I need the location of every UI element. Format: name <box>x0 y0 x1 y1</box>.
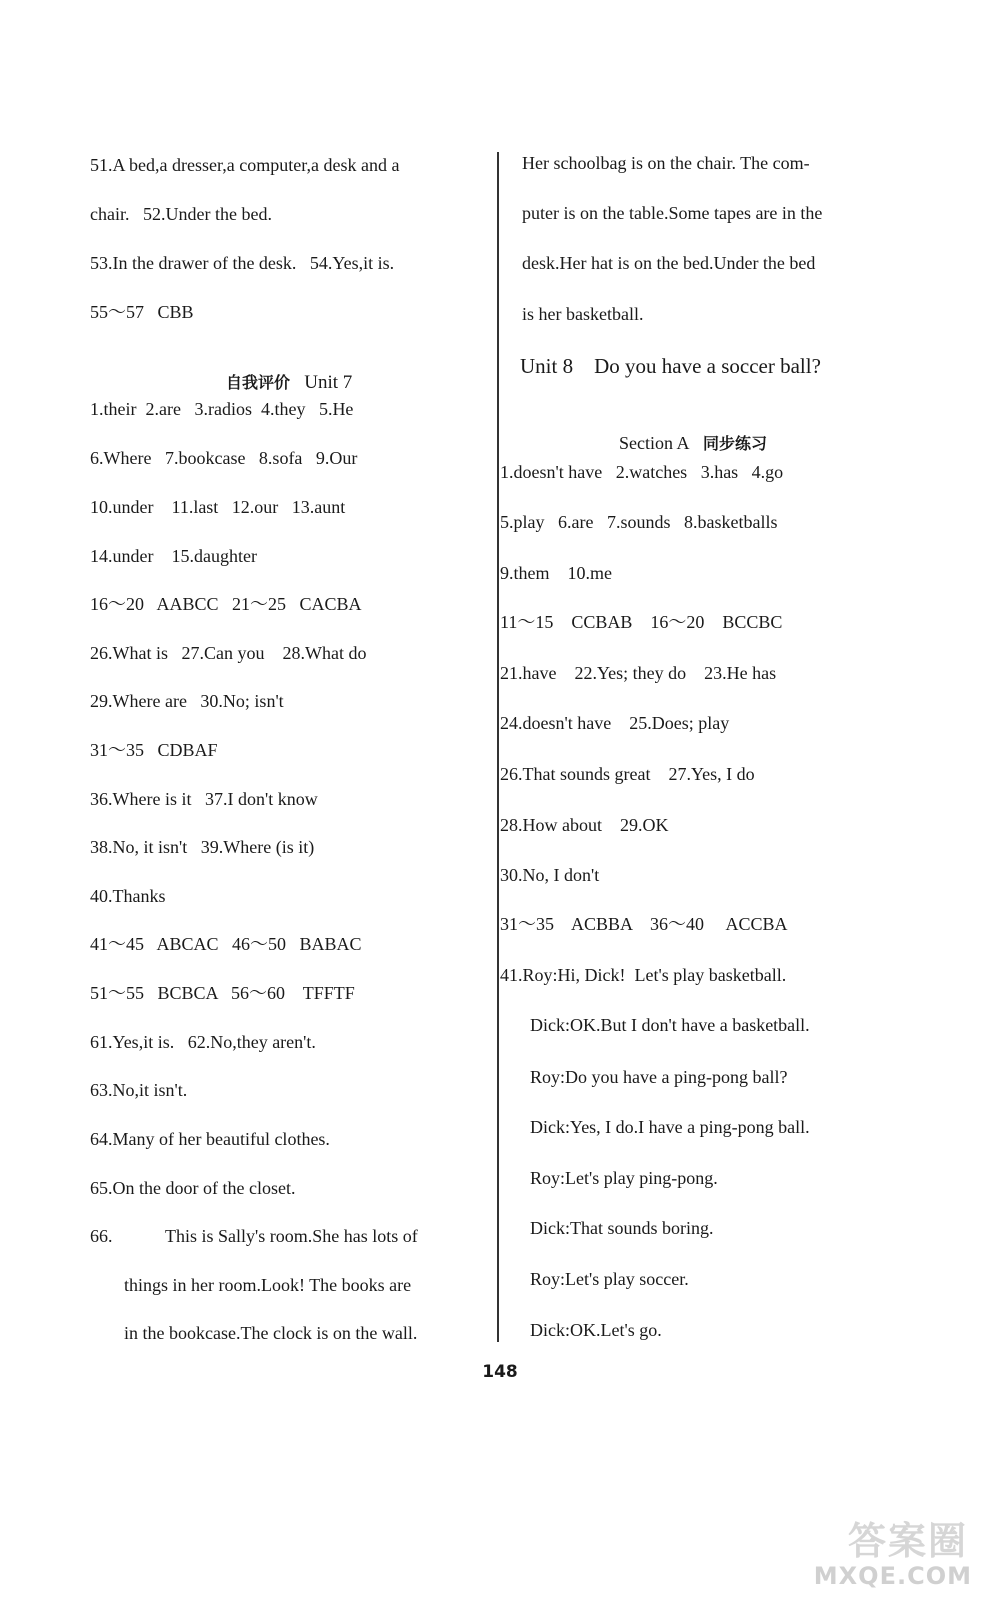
passage-line: Her schoolbag is on the chair. The com- <box>522 153 810 173</box>
answer-line: 21.have 22.Yes; they do 23.He has <box>500 663 777 683</box>
answer-line: 26.That sounds great 27.Yes, I do <box>500 764 755 784</box>
passage-line: desk.Her hat is on the bed.Under the bed <box>522 253 816 273</box>
answer-line: 41～45 ABCAC 46～50 BABAC <box>90 934 362 954</box>
answer-line: chair. 52.Under the bed. <box>90 204 272 224</box>
passage-line: is her basketball. <box>522 304 644 324</box>
watermark <box>782 1510 972 1590</box>
answer-line: 14.under 15.daughter <box>90 546 257 566</box>
answer-line: 64.Many of her beautiful clothes. <box>90 1129 330 1149</box>
answer-line: 6.Where 7.bookcase 8.sofa 9.Our <box>90 448 358 468</box>
answer-line: 26.What is 27.Can you 28.What do <box>90 643 367 663</box>
dialogue-line: Dick:That sounds boring. <box>530 1218 714 1238</box>
unit7-label: Unit 7 <box>304 372 353 393</box>
answer-line: 40.Thanks <box>90 886 166 906</box>
dialogue-line: Roy:Let's play ping-pong. <box>530 1168 718 1188</box>
dialogue-line: Roy:Let's play soccer. <box>530 1269 689 1289</box>
section-label: Section A <box>619 433 690 453</box>
answer-line: 51.A bed,a dresser,a computer,a desk and a <box>90 155 400 175</box>
watermark-logo: 答案圈 <box>847 1519 968 1563</box>
answer-line: 29.Where are 30.No; isn't <box>90 691 284 711</box>
answer-line: 51～55 BCBCA 56～60 TFFTF <box>90 983 355 1003</box>
column-divider <box>497 152 499 1342</box>
dialogue-line: Roy:Do you have a ping-pong ball? <box>530 1067 788 1087</box>
answer-line: 9.them 10.me <box>500 563 612 583</box>
passage-line: puter is on the table.Some tapes are in the <box>522 203 823 223</box>
page-number: 148 <box>482 1362 518 1382</box>
unit8-title: Unit 8 Do you have a soccer ball? <box>520 354 821 378</box>
answer-line: 30.No, I don't <box>500 865 600 885</box>
dialogue-line: Dick:OK.But I don't have a basketball. <box>530 1015 810 1035</box>
practice-label: 同步练习 <box>703 434 768 453</box>
answer-line: 38.No, it isn't 39.Where (is it) <box>90 837 315 857</box>
q66-line: things in her room.Look! The books are <box>124 1275 412 1295</box>
answer-line: 61.Yes,it is. 62.No,they aren't. <box>90 1032 316 1052</box>
answer-line: 1.their 2.are 3.radios 4.they 5.He <box>90 399 354 419</box>
answer-line: 53.In the drawer of the desk. 54.Yes,it is. <box>90 253 395 273</box>
answer-line: 63.No,it isn't. <box>90 1080 188 1100</box>
answer-line: 65.On the door of the closet. <box>90 1178 296 1198</box>
watermark-site: MXQE.COM <box>813 1562 972 1590</box>
answer-line: 31～35 ACBBA 36～40 ACCBA <box>500 914 788 934</box>
answer-line: 5.play 6.are 7.sounds 8.basketballs <box>500 512 778 532</box>
answer-line: 55～57 CBB <box>90 302 194 322</box>
answer-line: 16～20 AABCC 21～25 CACBA <box>90 594 362 614</box>
self-evaluation-label: 自我评价 <box>226 373 291 392</box>
answer-line: 11～15 CCBAB 16～20 BCCBC <box>500 612 783 632</box>
answer-line: 10.under 11.last 12.our 13.aunt <box>90 497 346 517</box>
answer-line: 31～35 CDBAF <box>90 740 218 760</box>
q66-line: in the bookcase.The clock is on the wall. <box>124 1323 418 1343</box>
q66-line: This is Sally's room.She has lots of <box>165 1226 418 1246</box>
q66-number: 66. <box>90 1226 113 1246</box>
dialogue-line: Dick:OK.Let's go. <box>530 1320 662 1340</box>
answer-line: 24.doesn't have 25.Does; play <box>500 713 730 733</box>
answer-line: 41.Roy:Hi, Dick! Let's play basketball. <box>500 965 787 985</box>
answer-line: 1.doesn't have 2.watches 3.has 4.go <box>500 462 784 482</box>
dialogue-line: Dick:Yes, I do.I have a ping-pong ball. <box>530 1117 810 1137</box>
answer-line: 36.Where is it 37.I don't know <box>90 789 318 809</box>
answer-line: 28.How about 29.OK <box>500 815 669 835</box>
